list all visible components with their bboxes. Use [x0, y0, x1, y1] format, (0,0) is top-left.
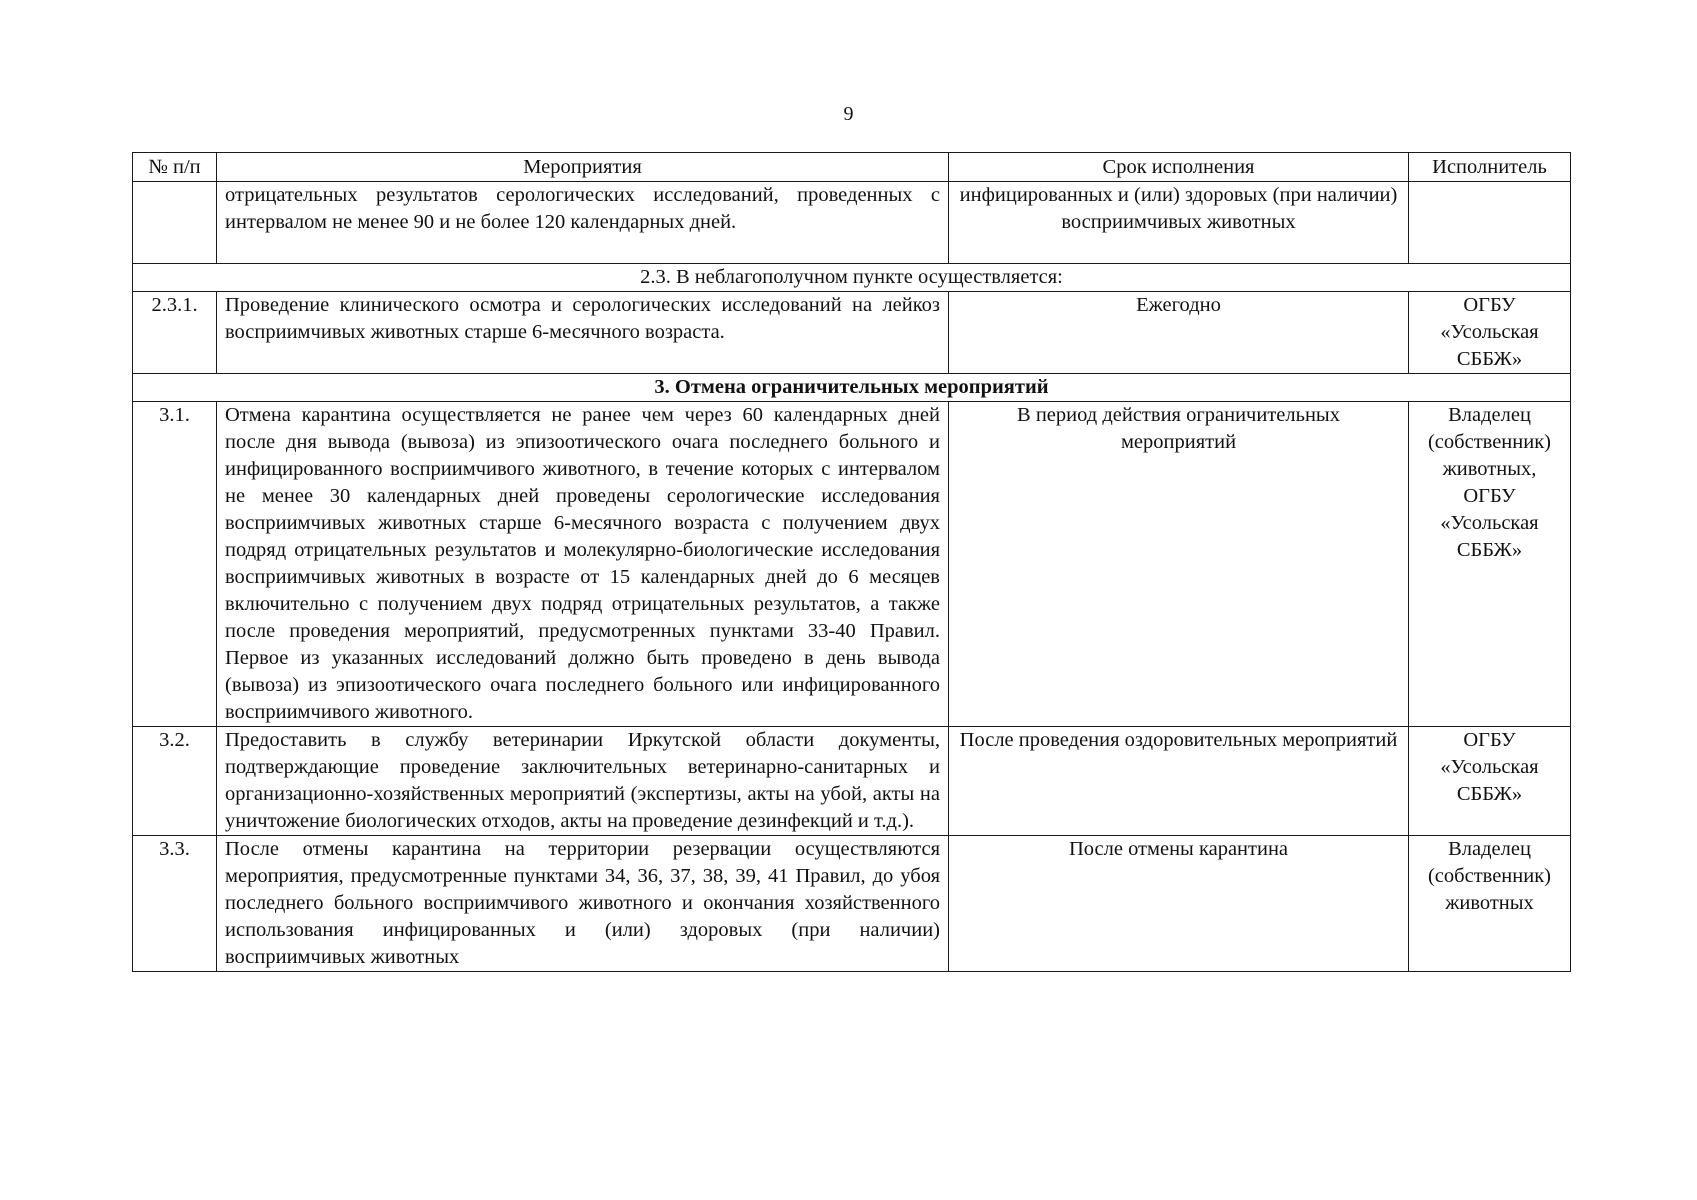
cell-term: После отмены карантина: [949, 836, 1409, 972]
cell-executor: [1409, 402, 1571, 727]
cell-activity: отрицательных результатов серологических исследований, проведенных с интервалом не менее 90 и не более 120 календарных дней.: [217, 182, 949, 264]
cell-activity: После отмены карантина на территории резервации осуществляются мероприятия, предусмотренные пунктами 34, 36, 37, 38, 39, 41 Правил, до убоя последнего больного восприимчивого животного и окончания хозяйственного использования инфицированных и (или) здоровых (при наличии) восприимчивых животных: [217, 836, 949, 972]
cell-term: После проведения оздоровительных мероприятий: [949, 727, 1409, 836]
cell-executor: [1409, 182, 1571, 264]
table-header-row: [133, 153, 1571, 182]
executor-line: (собственник): [1427, 865, 1552, 887]
executor-line: «Усольская: [1440, 321, 1539, 343]
executor-line: СББЖ»: [1456, 539, 1523, 561]
table-row-3-1: [133, 402, 1571, 727]
executor-line: СББЖ»: [1456, 348, 1523, 370]
executor-line: «Усольская: [1440, 512, 1539, 534]
cell-activity: Отмена карантина осуществляется не ранее чем через 60 календарных дней после дня вывода (вывоза) из эпизоотического очага последнего больного и инфицированного восприимчивого животного, в течение которых с интервалом не менее 30 календарных дней проведены серологические исследования восприимчивых животных старше 6-месячного возраста с получением двух подряд отрицательных результатов и молекулярно-биологические исследования восприимчивых животных в возрасте от 15 календарных дней до 6 месяцев включительно с получением двух подряд отрицательных результатов, а также после проведения мероприятий, предусмотренных пунктами 33-40 Правил. Первое из указанных исследований должно быть проведено в день вывода (вывоза) из эпизоотического очага последнего больного или инфицированного восприимчивого животного.: [217, 402, 949, 727]
executor-line: Владелец: [1448, 404, 1531, 426]
header-num: № п/п: [133, 153, 217, 182]
cell-num: 3.3.: [133, 836, 217, 972]
executor-line: СББЖ»: [1456, 783, 1523, 805]
cell-term: инфицированных и (или) здоровых (при наличии) восприимчивых животных: [949, 182, 1409, 264]
executor-line: ОГБУ: [1463, 294, 1516, 316]
cell-executor: [1409, 292, 1571, 374]
cell-num: [133, 182, 217, 264]
section-title-3: 3. Отмена ограничительных мероприятий: [133, 374, 1571, 402]
table-row-2-3-1: [133, 292, 1571, 374]
section-title-2-3: 2.3. В неблагополучном пункте осуществляется:: [133, 264, 1571, 292]
executor-line: (собственник): [1427, 431, 1552, 453]
executor-line: животных: [1445, 892, 1534, 914]
cell-activity: Проведение клинического осмотра и серологических исследований на лейкоз восприимчивых животных старше 6-месячного возраста.: [217, 292, 949, 374]
cell-num: 3.2.: [133, 727, 217, 836]
table-row-continued: [133, 182, 1571, 264]
cell-term: В период действия ограничительных мероприятий: [949, 402, 1409, 727]
section-row-3: [133, 374, 1571, 402]
page-number: 9: [843, 103, 854, 125]
header-executor: Исполнитель: [1409, 153, 1571, 182]
executor-line: Владелец: [1448, 838, 1531, 860]
executor-line: ОГБУ: [1463, 729, 1516, 751]
cell-executor: [1409, 836, 1571, 972]
header-activity: Мероприятия: [217, 153, 949, 182]
measures-table: [132, 152, 1571, 972]
executor-line: животных,: [1442, 458, 1537, 480]
executor-line: «Усольская: [1440, 756, 1539, 778]
executor-line: ОГБУ: [1463, 485, 1516, 507]
cell-executor: [1409, 727, 1571, 836]
cell-num: 3.1.: [133, 402, 217, 727]
cell-num: 2.3.1.: [133, 292, 217, 374]
cell-term: Ежегодно: [949, 292, 1409, 374]
table-row-3-3: [133, 836, 1571, 972]
header-term: Срок исполнения: [949, 153, 1409, 182]
cell-activity: Предоставить в службу ветеринарии Иркутской области документы, подтверждающие проведение заключительных ветеринарно-санитарных и организационно-хозяйственных мероприятий (экспертизы, акты на убой, акты на уничтожение биологических отходов, акты на проведение дезинфекций и т.д.).: [217, 727, 949, 836]
table-row-3-2: [133, 727, 1571, 836]
section-row-2-3: [133, 264, 1571, 292]
